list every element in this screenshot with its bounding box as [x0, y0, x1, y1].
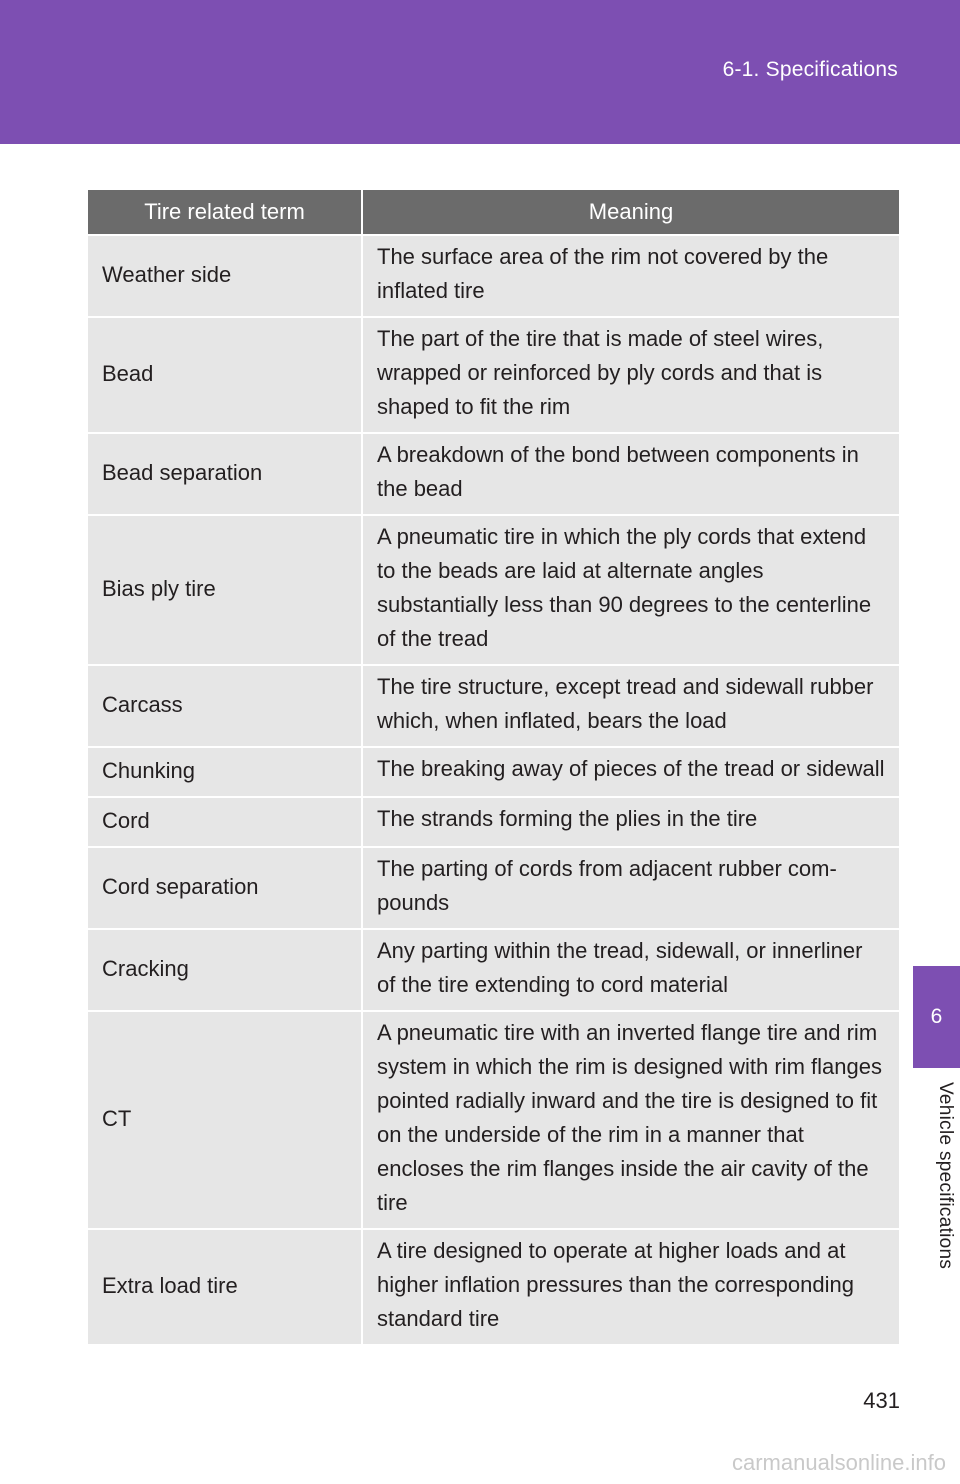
- table-row: [88, 797, 899, 847]
- tire-terms-table: [88, 190, 899, 1344]
- meaning-cell: A pneumatic tire in which the ply cords that extend to the beads are laid at alternate angles substantially less than 90 degrees to the centerline of the tread: [362, 515, 899, 665]
- chapter-label: Vehicle specifications: [935, 1082, 956, 1270]
- table-row: [88, 1011, 899, 1229]
- table-row: [88, 847, 899, 929]
- table-row: [88, 317, 899, 433]
- term-cell: Cord: [88, 797, 362, 847]
- table-row: [88, 1229, 899, 1344]
- meaning-cell: A tire designed to operate at higher loads and at higher inflation pressures than the corresponding standard tire: [362, 1229, 899, 1344]
- term-cell: Weather side: [88, 235, 362, 317]
- meaning-cell: The part of the tire that is made of steel wires, wrapped or reinforced by ply cords and that is shaped to fit the rim: [362, 317, 899, 433]
- table-row: [88, 665, 899, 747]
- chapter-number: 6: [930, 1005, 943, 1028]
- term-cell: Carcass: [88, 665, 362, 747]
- table-row: [88, 515, 899, 665]
- watermark[interactable]: carmanualsonline.info: [731, 1450, 946, 1475]
- term-cell: Bias ply tire: [88, 515, 362, 665]
- column-header-meaning: Meaning: [362, 190, 899, 235]
- meaning-cell: A pneumatic tire with an inverted flange tire and rim system in which the rim is designed with rim flanges pointed radially inward and the tire is designed to fit on the underside of the rim in a manner that encloses the rim flanges inside the air cavity of the tire: [362, 1011, 899, 1229]
- table-row: [88, 433, 899, 515]
- page-number: 431: [863, 1388, 900, 1413]
- meaning-cell: The strands forming the plies in the tire: [362, 797, 899, 847]
- meaning-cell: The parting of cords from adjacent rubber com-pounds: [362, 847, 899, 929]
- chapter-tab[interactable]: [913, 966, 960, 1068]
- term-cell: Bead separation: [88, 433, 362, 515]
- column-header-term: Tire related term: [88, 190, 362, 235]
- table-row: [88, 929, 899, 1011]
- meaning-cell: The tire structure, except tread and sidewall rubber which, when inflated, bears the load: [362, 665, 899, 747]
- term-cell: Chunking: [88, 747, 362, 797]
- term-cell: Extra load tire: [88, 1229, 362, 1344]
- table-header-row: [88, 190, 899, 235]
- meaning-cell: The breaking away of pieces of the tread or sidewall: [362, 747, 899, 797]
- meaning-cell: A breakdown of the bond between components in the bead: [362, 433, 899, 515]
- section-title: 6-1. Specifications: [722, 58, 898, 81]
- term-cell: CT: [88, 1011, 362, 1229]
- term-cell: Bead: [88, 317, 362, 433]
- term-cell: Cord separation: [88, 847, 362, 929]
- header-band: [0, 0, 960, 144]
- table-row: [88, 747, 899, 797]
- term-cell: Cracking: [88, 929, 362, 1011]
- table-row: [88, 235, 899, 317]
- meaning-cell: Any parting within the tread, sidewall, or innerliner of the tire extending to cord material: [362, 929, 899, 1011]
- meaning-cell: The surface area of the rim not covered by the inflated tire: [362, 235, 899, 317]
